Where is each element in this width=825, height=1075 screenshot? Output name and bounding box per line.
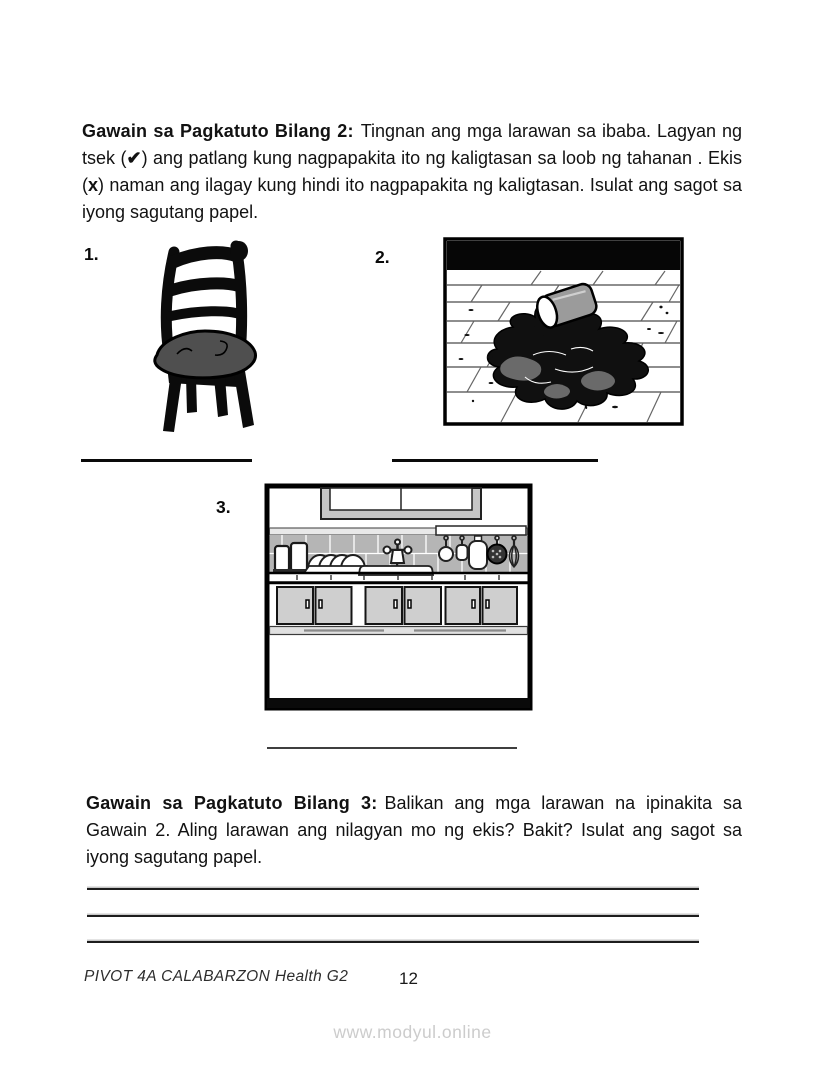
item-3-number: 3. <box>216 497 231 517</box>
activity-2-text-1: Tingnan ang mga larawan sa ibaba. Lagyan ng tsek ( <box>82 121 742 168</box>
base-cabinets <box>277 587 517 624</box>
answer-blank-item2 <box>392 459 598 462</box>
answer-blank-item3 <box>267 747 517 749</box>
footer-module-title: PIVOT 4A CALABARZON Health G2 <box>84 968 349 985</box>
activity-2-instructions <box>82 118 742 226</box>
item-1-number: 1. <box>84 244 99 264</box>
spilled-drink-illustration <box>443 237 684 431</box>
kitchen-window <box>321 488 481 519</box>
watermark: www.modyul.online <box>333 1022 492 1042</box>
check-symbol: ✔ <box>126 148 142 168</box>
answer-blank-item1 <box>81 459 252 462</box>
spilled-drink-icon <box>443 237 684 426</box>
writing-line-1 <box>87 888 699 890</box>
activity-3-text: Balikan ang mga larawan na ipinakita sa Gawain 2. Aling larawan ang nilagyan mo ng ekis? Bakit? Isulat ang sagot sa iyong sagutang papel. <box>86 793 742 867</box>
kitchen-icon <box>264 483 533 711</box>
activity-2-text-3: ) naman ang ilagay kung hindi ito nagpapakita ng kaligtasan. Isulat ang sagot sa iyong sagutang papel. <box>82 175 742 222</box>
activity-2-text-2: ) ang patlang kung nagpapakita ito ng kaligtasan sa loob ng tahanan . Ekis ( <box>82 148 742 195</box>
broken-chair-icon <box>142 238 270 436</box>
activity-3-title: Gawain sa Pagkatuto Bilang 3: <box>86 793 378 813</box>
activity-3-instructions <box>86 790 742 871</box>
writing-line-2 <box>87 915 699 917</box>
kick-band <box>270 627 528 635</box>
item-2-number: 2. <box>375 247 390 267</box>
page-number: 12 <box>399 969 418 988</box>
kitchen-frame-bottom <box>267 698 530 708</box>
ekis-symbol: x <box>88 175 99 195</box>
spill-wall-band <box>447 241 680 270</box>
broken-chair-illustration <box>142 238 270 441</box>
writing-line-3 <box>87 941 699 943</box>
kitchen-illustration <box>264 483 533 716</box>
chair-knob <box>230 241 248 261</box>
canisters <box>273 543 311 573</box>
activity-2-title: Gawain sa Pagkatuto Bilang 2: <box>82 121 354 141</box>
